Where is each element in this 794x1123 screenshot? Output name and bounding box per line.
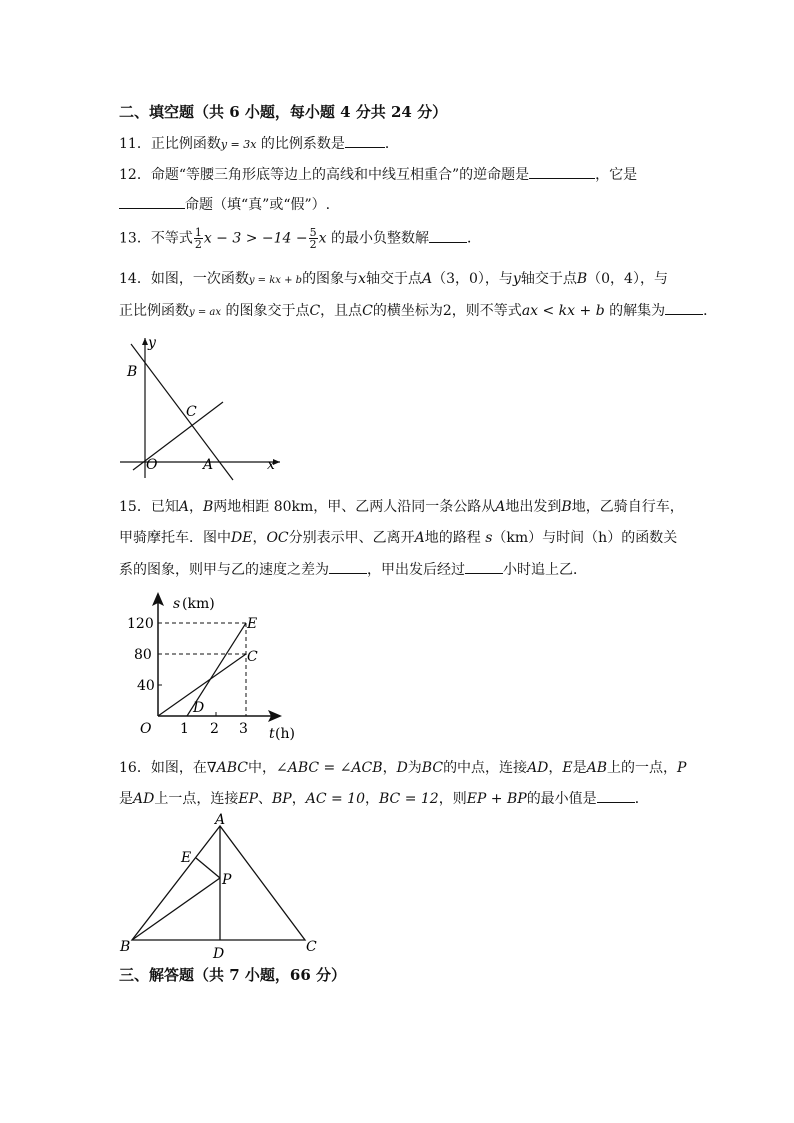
q16-segment-BP [132,878,220,940]
q14-label-A: A [203,457,214,473]
q16-triangle-ABC [132,826,305,940]
q16-label-E: E [181,850,192,866]
question-16-line-1: 16．如图，在∇ABC中，∠ABC = ∠ACB，D为BC的中点，连接AD，E是AB上的一点，P [119,760,687,776]
q14-label-B: B [127,364,138,380]
q14-figure [115,330,285,485]
q15-tick-label-1: 1 [180,721,189,737]
q11-formula: y = 3x [220,138,257,151]
q15-tick-label-40: 40 [137,678,155,694]
q15-answer-blank-2[interactable] [465,561,503,574]
q14-label-O: O [146,457,158,473]
q11-answer-blank[interactable] [345,135,385,148]
q15-label-E: E [247,616,258,632]
q12-text: 12．命题“等腰三角形底等边上的高线和中线互相重合”的逆命题是 [119,167,530,183]
q15-ylabel-s: s [173,596,181,612]
question-12-line-1 [119,166,637,184]
q15-tick-label-80: 80 [134,647,152,663]
q16-label-C: C [306,939,317,955]
q16-label-P: P [222,872,232,888]
q13-fraction-1: $\frac{1}{2}$ [194,226,202,251]
q15-tick-label-2: 2 [210,721,219,737]
q14-label-x: x [267,457,275,473]
q11-number: 11． [119,136,151,152]
q11-text-2: 的比例系数是 [260,136,345,152]
question-12-line-2 [119,196,330,214]
q11-end: ． [384,136,399,152]
question-13 [119,227,481,250]
q15-xlabel-unit: (h) [275,726,295,742]
q16-answer-blank[interactable] [597,790,635,803]
q15-label-D: D [193,700,205,716]
q16-label-A: A [215,812,226,828]
question-15-line-3: 系的图象，则甲与乙的速度之差为 ，甲出发后经过 小时追上乙． [119,562,587,578]
q15-xlabel-t: t [269,726,275,742]
q16-figure [115,812,325,962]
section3-heading: 三、解答题（共 7 小题，66 分） [119,966,346,984]
q15-answer-blank-1[interactable] [329,561,367,574]
q14-formula: y = kx + b [248,275,303,286]
question-15-line-2: 甲骑摩托车．图中DE，OC分别表示甲、乙离开A地的路程 s（km）与时间（h）的函数关 [119,530,678,546]
question-16-line-2: 是AD上一点，连接EP、BP，AC = 10，BC = 12，则EP + BP的最小值是 ． [119,791,649,807]
q16-label-D: D [213,946,225,962]
q16-label-B: B [120,939,131,955]
q16-segment-EP [196,858,220,878]
q11-text: 正比例函数 [150,136,221,152]
q12-text-end: ，它是 [595,167,638,183]
q15-label-O: O [140,721,152,737]
q15-ylabel-unit: (km) [182,596,215,612]
q14-answer-blank[interactable] [665,302,703,315]
q13-var: x [318,230,327,247]
q14-formula-2: y = ax [189,307,221,318]
q13-end: ． [466,230,481,247]
question-11 [119,135,399,154]
q14-label-C: C [186,404,197,420]
q12-answer-blank-2[interactable] [119,196,185,209]
question-14-line-1: 14．如图，一次函数y = kx + b的图象与x轴交于点A（3，0），与y轴交于点B（0，4），与 [119,271,668,287]
q13-inequality: x − 3 > −14 − [203,230,308,247]
q13-fraction-2: $\frac{5}{2}$ [309,226,317,251]
q12-answer-blank-1[interactable] [529,166,595,179]
section2-heading: 二、填空题（共 6 小题，每小题 4 分共 24 分） [119,103,448,121]
q15-figure [125,588,300,742]
q13-answer-blank[interactable] [429,230,467,243]
question-14-line-2: 正比例函数y = ax 的图象交于点C，且点C的横坐标为2，则不等式ax < kx + b 的解集为 ． [119,303,718,319]
q14-inequality: ax < kx + b [521,303,605,319]
q15-tick-label-3: 3 [239,721,248,737]
question-15-line-1: 15．已知A，B两地相距 80km，甲、乙两人沿同一条公路从A地出发到B地，乙骑自行车， [119,499,684,515]
q14-label-y: y [148,335,156,351]
q13-text-2: 的最小负整数解 [330,230,429,247]
q12-text-2: 命题（填“真”或“假”）. [185,197,331,213]
q15-label-C: C [247,649,258,665]
q15-tick-label-120: 120 [127,616,154,632]
q13-text: 13．不等式 [119,230,193,247]
